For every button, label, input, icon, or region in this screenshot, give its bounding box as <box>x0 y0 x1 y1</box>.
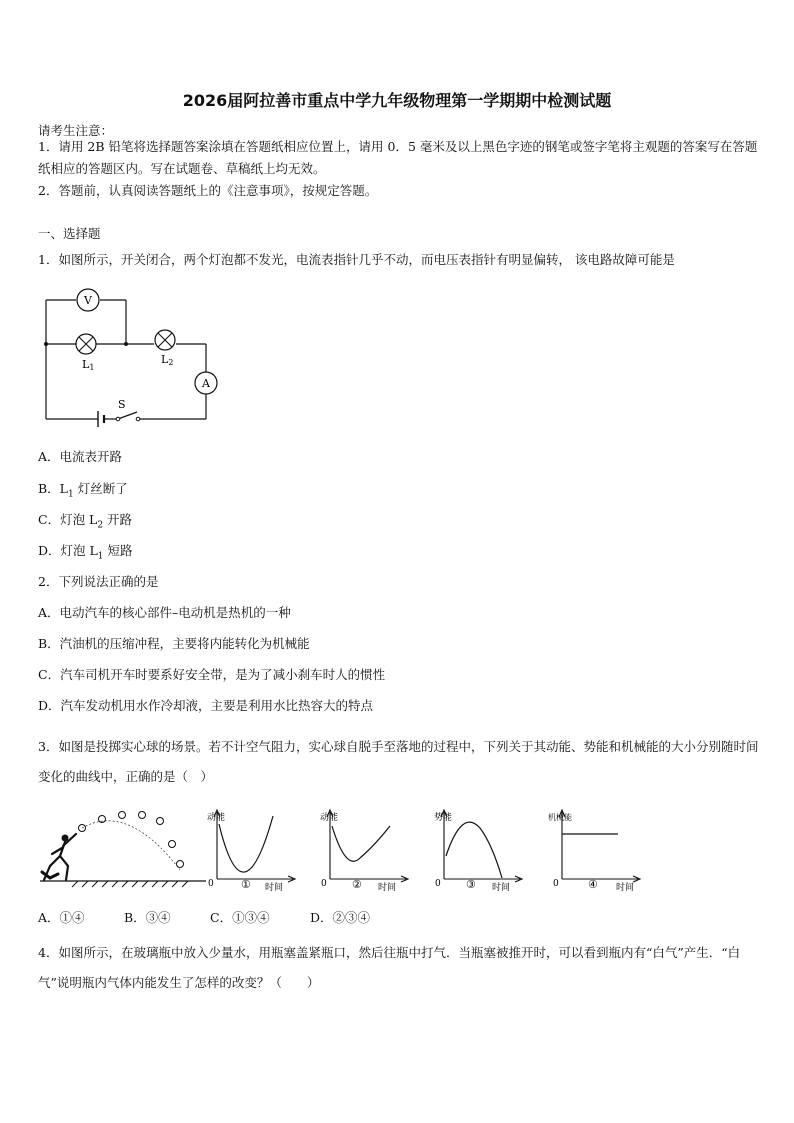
svg-text:机械能: 机械能 <box>548 813 572 822</box>
svg-text:势能: 势能 <box>434 813 453 823</box>
svg-text:时间: 时间 <box>378 883 397 893</box>
q1-option-a: A．电流表开路 <box>38 449 123 464</box>
svg-text:时间: 时间 <box>492 883 511 893</box>
svg-text:①: ① <box>241 878 251 891</box>
q3-option-c: C．①③④ <box>210 910 270 925</box>
svg-text:时间: 时间 <box>265 883 284 893</box>
athlete-icon <box>42 834 76 880</box>
q3-stem: 3．如图是投掷实心球的场景。若不计空气阻力，实心球自脱手至落地的过程中，下列关于其动能、势能和机械能的大小分别随时间变化的曲线中，正确的是（ ） <box>38 739 759 784</box>
svg-text:④: ④ <box>588 878 598 891</box>
lamp-l2-label: L2 <box>161 353 174 367</box>
q2-stem: 2．下列说法正确的是 <box>38 574 159 589</box>
svg-text:③: ③ <box>466 878 476 891</box>
voltmeter-label: V <box>84 294 92 307</box>
shot-put-scene-figure <box>38 808 208 894</box>
q3-options <box>38 908 370 926</box>
graph-3 <box>432 806 542 898</box>
svg-text:0: 0 <box>553 879 559 889</box>
q2-option-b: B．汽油机的压缩冲程，主要将内能转化为机械能 <box>38 636 310 651</box>
svg-text:动能: 动能 <box>320 813 339 823</box>
q1-stem: 1．如图所示，开关闭合，两个灯泡都不发光，电流表指针几乎不动，而电压表指针有明显偏转， 该电路故障可能是 <box>38 252 675 267</box>
svg-text:②: ② <box>352 878 362 891</box>
notice-item-2: 2．答题前，认真阅读答题纸上的《注意事项》，按规定答题。 <box>38 183 378 198</box>
q2-option-c: C．汽车司机开车时要系好安全带，是为了减小刹车时人的惯性 <box>38 667 386 682</box>
q3-option-b: B．③④ <box>124 910 171 925</box>
svg-text:时间: 时间 <box>616 883 635 893</box>
graph-1-ylabel: 动能 <box>207 813 226 823</box>
notice-heading: 请考生注意： <box>38 123 114 138</box>
section-heading: 一、选择题 <box>38 226 101 241</box>
graph-1 <box>205 806 315 898</box>
lamp-l1-label: L1 <box>82 358 95 372</box>
ball-trajectory <box>79 812 184 868</box>
page-title: 2026届阿拉善市重点中学九年级物理第一学期期中检测试题 <box>182 91 612 110</box>
battery-symbol <box>98 411 104 427</box>
svg-text:0: 0 <box>321 879 327 889</box>
switch-label: S <box>118 398 126 411</box>
q1-option-d: D．灯泡 $L_1$ 短路 <box>38 543 133 562</box>
svg-text:0: 0 <box>208 879 214 889</box>
q3-option-d: D．②③④ <box>310 910 371 925</box>
ammeter-label: A <box>202 377 210 390</box>
q2-option-d: D．汽车发动机用水作冷却液，主要是利用水比热容大的特点 <box>38 698 374 713</box>
q1-option-c: C．灯泡 $L_2$ 开路 <box>38 512 133 531</box>
q3-option-a: A．①④ <box>38 910 85 925</box>
graph-4 <box>548 806 658 898</box>
q1-option-b: B．$L_1$ 灯丝断了 <box>38 481 128 500</box>
notice-item-1: 1．请用 2B 铅笔将选择题答案涂填在答题纸相应位置上，请用 0．5 毫米及以上黑色字迹的钢笔或签字笔将主观题的答案写在答题纸相应的答题区内。写在试题卷、草稿纸上均无效。 <box>38 139 758 176</box>
q2-option-a: A．电动汽车的核心部件–电动机是热机的一种 <box>38 605 291 620</box>
svg-text:0: 0 <box>435 879 441 889</box>
graph-2 <box>318 806 428 898</box>
lamp-l2-symbol <box>155 330 175 350</box>
q1-circuit-figure <box>38 282 228 431</box>
lamp-l1-symbol <box>76 334 96 354</box>
q4-stem: 4．如图所示，在玻璃瓶中放入少量水，用瓶塞盖紧瓶口，然后往瓶中打气．当瓶塞被推开时，可以看到瓶内有“白气”产生．“白气”说明瓶内气体内能发生了怎样的改变？（ ） <box>38 945 741 990</box>
